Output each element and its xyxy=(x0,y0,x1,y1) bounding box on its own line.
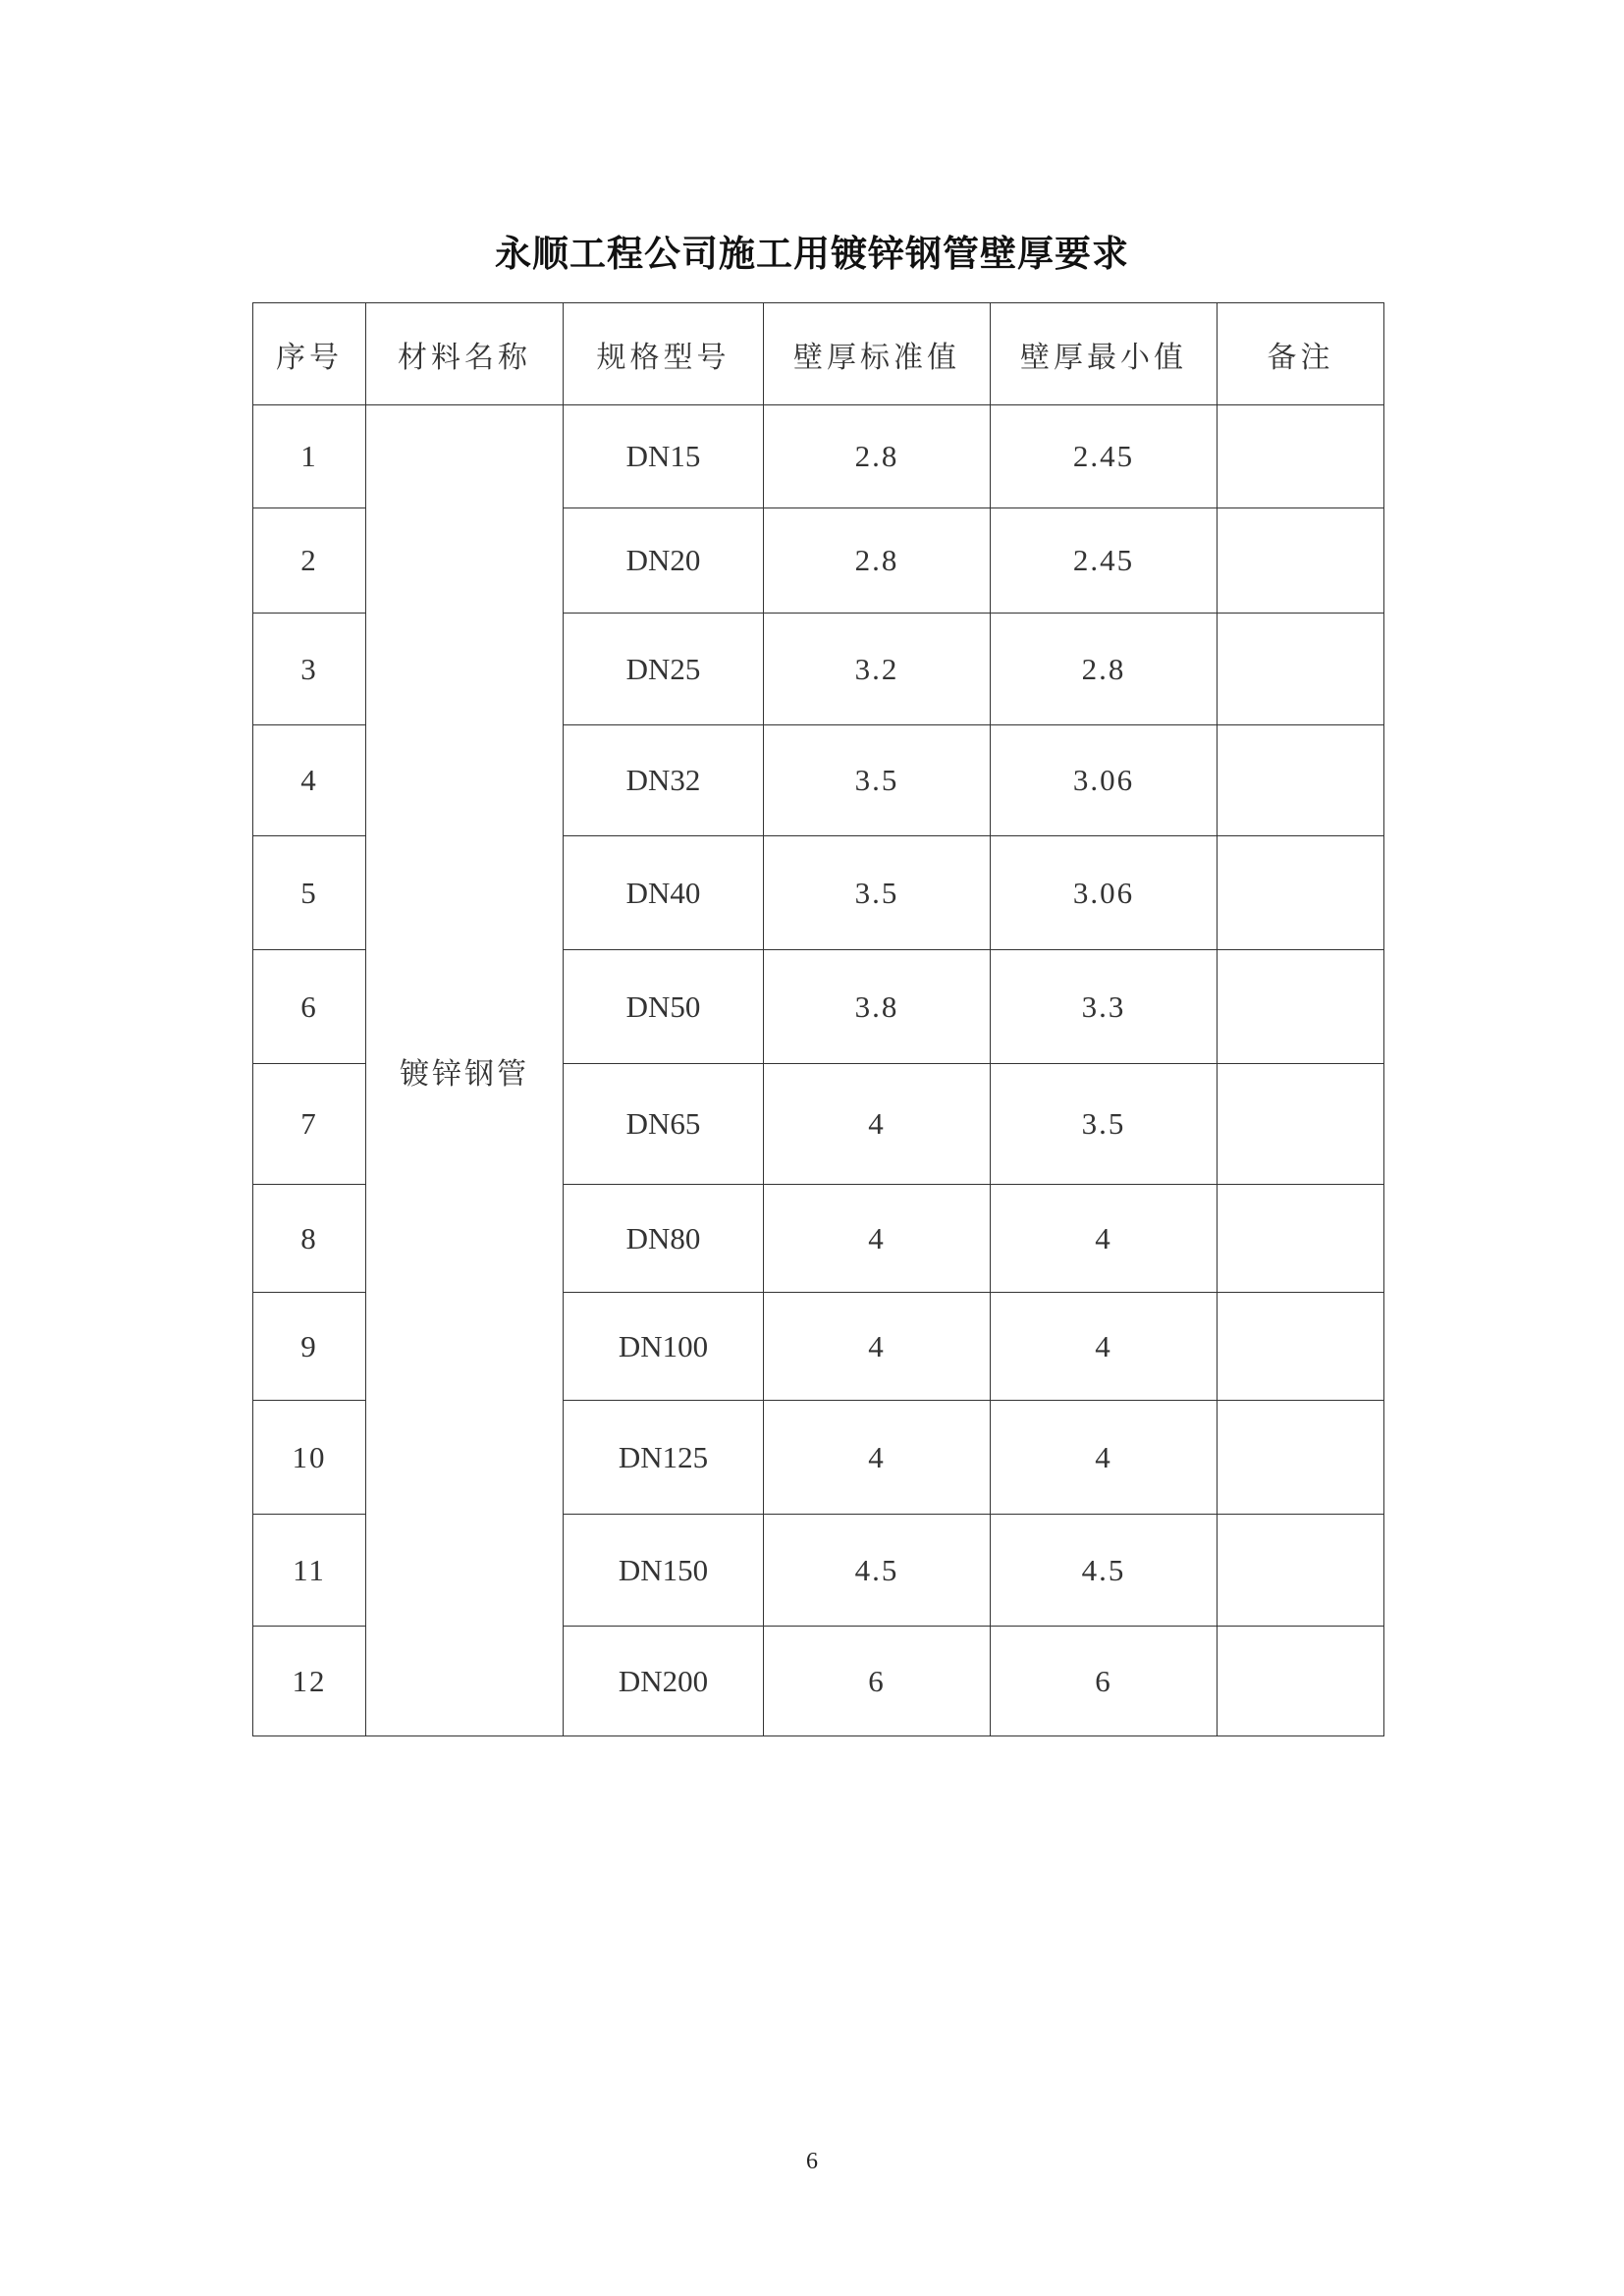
cell-spec-model: DN100 xyxy=(564,1293,764,1401)
cell-remarks xyxy=(1218,725,1384,836)
cell-spec-model: DN32 xyxy=(564,725,764,836)
cell-spec-model: DN25 xyxy=(564,614,764,725)
header-serial-no: 序号 xyxy=(253,303,366,405)
cell-minimum-thickness: 6 xyxy=(991,1627,1218,1736)
cell-serial-no: 6 xyxy=(253,950,366,1064)
header-remarks: 备注 xyxy=(1218,303,1384,405)
cell-standard-thickness: 2.8 xyxy=(764,508,991,614)
cell-remarks xyxy=(1218,1064,1384,1185)
cell-standard-thickness: 3.5 xyxy=(764,725,991,836)
cell-serial-no: 3 xyxy=(253,614,366,725)
cell-standard-thickness: 4.5 xyxy=(764,1515,991,1627)
header-standard-thickness: 壁厚标准值 xyxy=(764,303,991,405)
cell-standard-thickness: 4 xyxy=(764,1293,991,1401)
header-material-name: 材料名称 xyxy=(366,303,564,405)
cell-standard-thickness: 3.5 xyxy=(764,836,991,950)
header-minimum-thickness: 壁厚最小值 xyxy=(991,303,1218,405)
cell-serial-no: 8 xyxy=(253,1185,366,1293)
cell-minimum-thickness: 2.45 xyxy=(991,405,1218,508)
cell-standard-thickness: 3.8 xyxy=(764,950,991,1064)
cell-minimum-thickness: 4 xyxy=(991,1185,1218,1293)
cell-minimum-thickness: 2.45 xyxy=(991,508,1218,614)
cell-remarks xyxy=(1218,1627,1384,1736)
cell-spec-model: DN65 xyxy=(564,1064,764,1185)
cell-remarks xyxy=(1218,1515,1384,1627)
cell-spec-model: DN80 xyxy=(564,1185,764,1293)
cell-remarks xyxy=(1218,405,1384,508)
cell-serial-no: 10 xyxy=(253,1401,366,1515)
cell-minimum-thickness: 3.06 xyxy=(991,725,1218,836)
cell-remarks xyxy=(1218,836,1384,950)
cell-remarks xyxy=(1218,950,1384,1064)
cell-spec-model: DN50 xyxy=(564,950,764,1064)
cell-spec-model: DN125 xyxy=(564,1401,764,1515)
cell-standard-thickness: 4 xyxy=(764,1185,991,1293)
cell-spec-model: DN150 xyxy=(564,1515,764,1627)
cell-material-name: 镀锌钢管 xyxy=(366,405,564,1736)
cell-minimum-thickness: 4.5 xyxy=(991,1515,1218,1627)
cell-serial-no: 4 xyxy=(253,725,366,836)
cell-minimum-thickness: 2.8 xyxy=(991,614,1218,725)
cell-remarks xyxy=(1218,1293,1384,1401)
cell-remarks xyxy=(1218,508,1384,614)
cell-minimum-thickness: 3.06 xyxy=(991,836,1218,950)
cell-spec-model: DN20 xyxy=(564,508,764,614)
cell-serial-no: 5 xyxy=(253,836,366,950)
cell-standard-thickness: 2.8 xyxy=(764,405,991,508)
cell-standard-thickness: 4 xyxy=(764,1401,991,1515)
cell-remarks xyxy=(1218,1185,1384,1293)
cell-minimum-thickness: 3.5 xyxy=(991,1064,1218,1185)
cell-standard-thickness: 3.2 xyxy=(764,614,991,725)
header-spec-model: 规格型号 xyxy=(564,303,764,405)
table-header-row xyxy=(253,303,1384,405)
page-number: 6 xyxy=(806,2149,818,2174)
pipe-spec-table xyxy=(252,302,1384,1736)
cell-serial-no: 1 xyxy=(253,405,366,508)
cell-spec-model: DN40 xyxy=(564,836,764,950)
cell-spec-model: DN15 xyxy=(564,405,764,508)
document-title: 永顺工程公司施工用镀锌钢管壁厚要求 xyxy=(495,233,1129,275)
cell-serial-no: 11 xyxy=(253,1515,366,1627)
cell-remarks xyxy=(1218,1401,1384,1515)
cell-serial-no: 2 xyxy=(253,508,366,614)
cell-serial-no: 12 xyxy=(253,1627,366,1736)
cell-remarks xyxy=(1218,614,1384,725)
cell-minimum-thickness: 3.3 xyxy=(991,950,1218,1064)
cell-serial-no: 7 xyxy=(253,1064,366,1185)
cell-standard-thickness: 4 xyxy=(764,1064,991,1185)
cell-serial-no: 9 xyxy=(253,1293,366,1401)
cell-minimum-thickness: 4 xyxy=(991,1293,1218,1401)
cell-spec-model: DN200 xyxy=(564,1627,764,1736)
table-row xyxy=(253,405,1384,508)
cell-minimum-thickness: 4 xyxy=(991,1401,1218,1515)
cell-standard-thickness: 6 xyxy=(764,1627,991,1736)
